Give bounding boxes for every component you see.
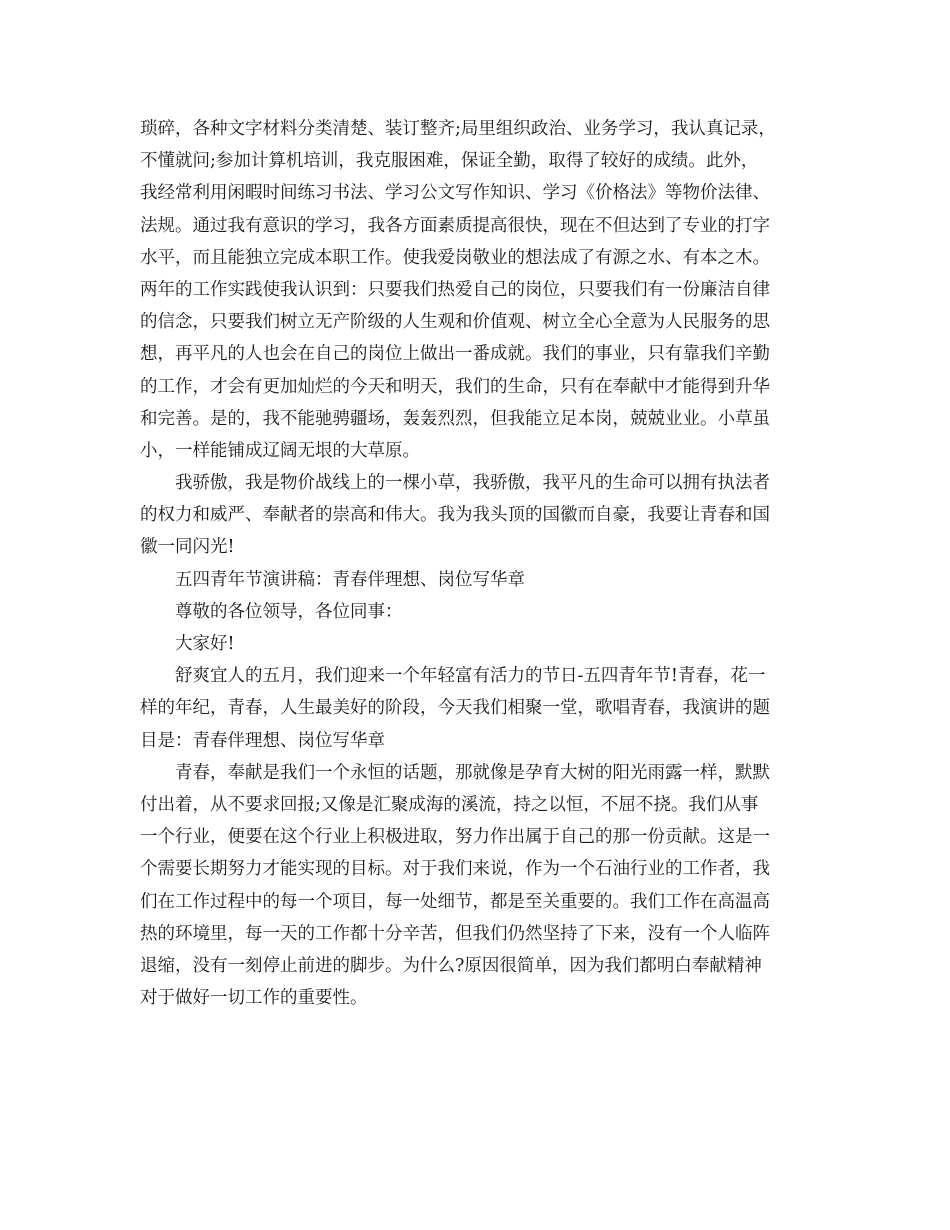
text-line: 我骄傲，我是物价战线上的一棵小草，我骄傲，我平凡的生命可以拥有执法者	[175, 473, 770, 494]
text-line: 热的环境里，每一天的工作都十分辛苦，但我们仍然坚持了下来，没有一个人临阵	[140, 923, 770, 944]
text-line: 法规。通过我有意识的学习，我各方面素质提高很快，现在不但达到了专业的打字	[140, 215, 770, 236]
text-line: 五四青年节演讲稿：青春伴理想、岗位写华章	[175, 569, 525, 590]
text-line: 青春，奉献是我们一个永恒的话题，那就像是孕育大树的阳光雨露一样，默默	[175, 762, 770, 783]
text-line: 的信念，只要我们树立无产阶级的人生观和价值观、树立全心全意为人民服务的思	[140, 312, 770, 333]
text-line: 退缩，没有一刻停止前进的脚步。为什么?原因很简单，因为我们都明白奉献精神	[140, 955, 762, 976]
text-line: 样的年纪，青春，人生最美好的阶段，今天我们相聚一堂，歌唱青春，我演讲的题	[140, 698, 770, 719]
text-line: 大家好!	[175, 634, 235, 654]
text-line: 和完善。是的，我不能驰骋疆场，轰轰烈烈，但我能立足本岗，兢兢业业。小草虽	[140, 408, 770, 429]
text-line: 小，一样能铺成辽阔无垠的大草原。	[140, 440, 420, 461]
text-line: 琐碎，各种文字材料分类清楚、装订整齐;局里组织政治、业务学习，我认真记录，	[140, 119, 776, 139]
text-line: 舒爽宜人的五月，我们迎来一个年轻富有活力的节日-五四青年节!青春，花一	[175, 666, 766, 687]
text-line: 目是：青春伴理想、岗位写华章	[140, 730, 385, 751]
text-line: 个需要长期努力才能实现的目标。对于我们来说，作为一个石油行业的工作者，我	[140, 859, 770, 880]
text-line: 付出着，从不要求回报;又像是汇聚成海的溪流，持之以恒，不屈不挠。我们从事	[140, 794, 759, 815]
text-line: 的权力和威严、奉献者的崇高和伟大。我为我头顶的国徽而自豪，我要让青春和国	[140, 505, 770, 526]
text-line: 想，再平凡的人也会在自己的岗位上做出一番成就。我们的事业，只有靠我们辛勤	[140, 344, 770, 365]
text-line: 对于做好一切工作的重要性。	[140, 988, 368, 1009]
text-line: 徽一同闪光!	[140, 537, 235, 558]
text-line: 两年的工作实践使我认识到：只要我们热爱自己的岗位，只要我们有一份廉洁自律	[140, 279, 770, 300]
text-line: 一个行业，便要在这个行业上积极进取，努力作出属于自己的那一份贡献。这是一	[140, 827, 770, 848]
document-body	[140, 113, 820, 1014]
text-line: 们在工作过程中的每一个项目，每一处细节，都是至关重要的。我们工作在高温高	[140, 891, 770, 912]
text-line: 水平，而且能独立完成本职工作。使我爱岗敬业的想法成了有源之水、有本之木。	[140, 247, 770, 268]
text-line: 我经常利用闲暇时间练习书法、学习公文写作知识、学习《价格法》等物价法律、	[140, 183, 770, 204]
text-line: 的工作，才会有更加灿烂的今天和明天，我们的生命，只有在奉献中才能得到升华	[140, 376, 770, 397]
text-line: 尊敬的各位领导，各位同事：	[175, 601, 403, 622]
text-line: 不懂就问;参加计算机培训，我克服困难，保证全勤，取得了较好的成绩。此外，	[140, 151, 759, 172]
